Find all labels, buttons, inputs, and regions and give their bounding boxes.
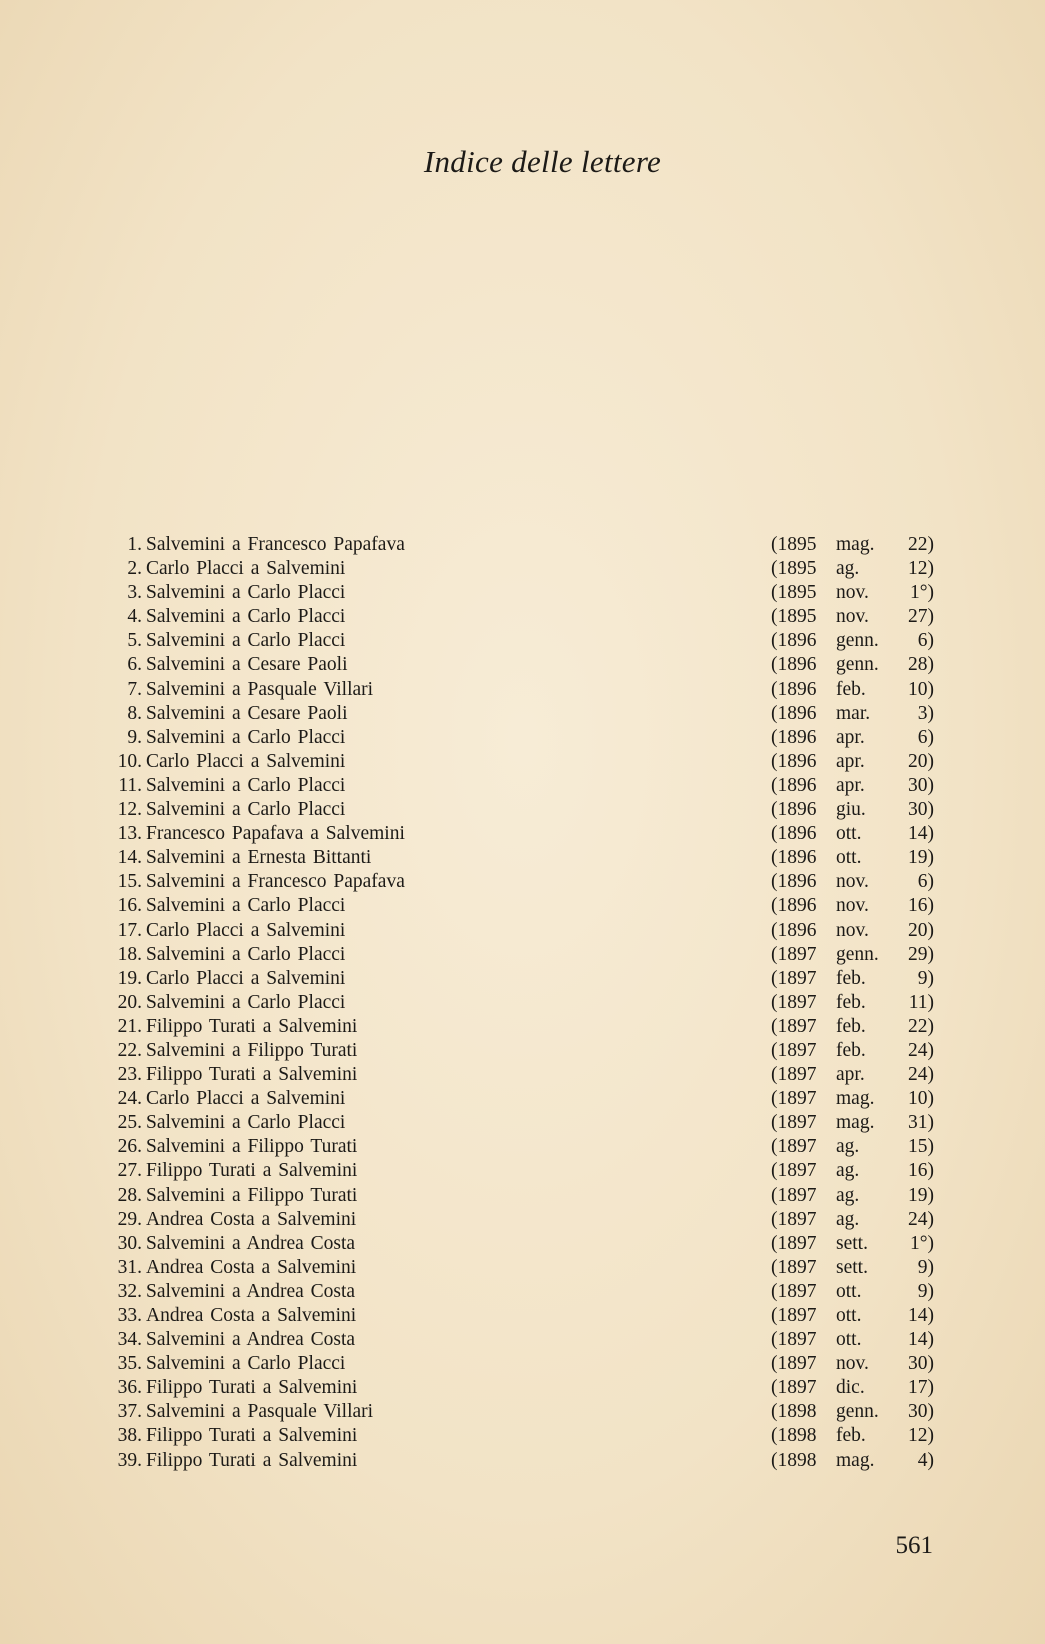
entry-number: 20.: [117, 991, 142, 1013]
entry-day: 12): [908, 558, 934, 580]
entry-day: 30): [908, 774, 934, 796]
entry-year: (1897: [771, 1136, 817, 1158]
entry-year: (1897: [771, 1256, 817, 1278]
entry-day: 15): [908, 1136, 934, 1158]
letter-entry: [0, 1328, 1045, 1352]
entry-correspondents: Salvemini a Carlo Placci: [146, 630, 346, 652]
entry-month: genn.: [836, 943, 879, 965]
entry-year: (1896: [771, 678, 817, 700]
entry-year: (1897: [771, 1184, 817, 1206]
entry-day: 30): [908, 1353, 934, 1375]
entry-number: 26.: [117, 1136, 142, 1158]
entry-correspondents: Salvemini a Pasquale Villari: [146, 1401, 374, 1423]
letter-entry: [0, 581, 1045, 605]
entry-day: 10): [908, 1088, 934, 1110]
entry-month: nov.: [836, 1353, 869, 1375]
letter-entry: [0, 991, 1045, 1015]
entry-month: feb.: [836, 991, 866, 1013]
entry-day: 3): [917, 702, 934, 724]
entry-correspondents: Carlo Placci a Salvemini: [146, 750, 346, 772]
entry-correspondents: Salvemini a Andrea Costa: [146, 1280, 356, 1302]
entry-month: feb.: [836, 1425, 866, 1447]
entry-day: 24): [908, 1064, 934, 1086]
entry-month: apr.: [836, 726, 865, 748]
entry-year: (1897: [771, 943, 817, 965]
entry-month: apr.: [836, 774, 865, 796]
entry-year: (1897: [771, 1208, 817, 1230]
entry-correspondents: Salvemini a Francesco Papafava: [146, 534, 405, 555]
letter-entry: [0, 967, 1045, 991]
entry-year: (1897: [771, 1305, 817, 1326]
entry-number: 19.: [117, 967, 142, 989]
entry-correspondents: Salvemini a Francesco Papafava: [146, 871, 405, 893]
letter-entry: [0, 870, 1045, 894]
entry-year: (1896: [771, 823, 817, 845]
letter-index-list: [0, 533, 1045, 1473]
entry-month: dic.: [836, 1377, 865, 1399]
entry-year: (1898: [771, 1449, 817, 1471]
letter-entry: [0, 1159, 1045, 1183]
entry-year: (1897: [771, 1160, 817, 1182]
entry-number: 6.: [127, 654, 142, 676]
entry-month: nov.: [836, 871, 869, 893]
entry-day: 1°): [909, 582, 934, 604]
entry-number: 24.: [117, 1088, 142, 1110]
entry-correspondents: Salvemini a Carlo Placci: [146, 1112, 346, 1134]
letter-entry: [0, 1352, 1045, 1376]
entry-correspondents: Andrea Costa a Salvemini: [146, 1208, 357, 1230]
entry-number: 3.: [127, 582, 142, 604]
entry-year: (1896: [771, 726, 817, 748]
entry-month: genn.: [836, 654, 879, 676]
entry-number: 38.: [117, 1425, 142, 1447]
page-number: 561: [895, 1532, 933, 1559]
letter-entry: [0, 1304, 1045, 1328]
entry-number: 12.: [117, 799, 142, 821]
entry-year: (1896: [771, 702, 817, 724]
entry-number: 29.: [117, 1208, 142, 1230]
entry-day: 31): [908, 1112, 934, 1134]
entry-correspondents: Carlo Placci a Salvemini: [146, 919, 346, 941]
entry-month: ott.: [836, 847, 862, 869]
entry-year: (1896: [771, 919, 817, 941]
entry-day: 19): [908, 1184, 934, 1206]
entry-year: (1895: [771, 582, 817, 604]
letter-entry: [0, 557, 1045, 581]
entry-day: 28): [908, 654, 934, 676]
entry-year: (1897: [771, 1232, 817, 1254]
entry-day: 9): [917, 967, 934, 989]
entry-number: 39.: [117, 1449, 142, 1471]
letter-entry: [0, 1400, 1045, 1424]
entry-year: (1896: [771, 847, 817, 869]
entry-month: sett.: [836, 1256, 868, 1278]
letter-entry: [0, 1256, 1045, 1280]
entry-number: 34.: [117, 1329, 142, 1351]
entry-number: 4.: [127, 606, 142, 628]
entry-month: ott.: [836, 1305, 862, 1326]
entry-year: (1897: [771, 967, 817, 989]
entry-correspondents: Salvemini a Carlo Placci: [146, 726, 346, 748]
entry-day: 14): [908, 1329, 934, 1351]
entry-year: (1896: [771, 799, 817, 821]
entry-number: 15.: [117, 871, 142, 893]
letter-entry: [0, 1280, 1045, 1304]
entry-number: 9.: [127, 726, 142, 748]
entry-year: (1896: [771, 895, 817, 917]
entry-correspondents: Carlo Placci a Salvemini: [146, 558, 346, 580]
entry-year: (1897: [771, 1039, 817, 1061]
entry-day: 16): [908, 1160, 934, 1182]
letter-entry: [0, 798, 1045, 822]
letter-entry: [0, 1184, 1045, 1208]
entry-number: 21.: [117, 1015, 142, 1037]
entry-year: (1897: [771, 1064, 817, 1086]
entry-correspondents: Andrea Costa a Salvemini: [146, 1256, 357, 1278]
entry-month: apr.: [836, 1064, 865, 1086]
entry-day: 6): [917, 871, 934, 893]
entry-day: 24): [908, 1039, 934, 1061]
entry-number: 33.: [117, 1305, 142, 1326]
letter-entry: [0, 750, 1045, 774]
entry-correspondents: Filippo Turati a Salvemini: [146, 1160, 358, 1182]
entry-number: 14.: [117, 847, 142, 869]
entry-month: feb.: [836, 967, 866, 989]
entry-year: (1897: [771, 991, 817, 1013]
entry-number: 10.: [117, 750, 142, 772]
entry-month: ag.: [836, 1208, 860, 1230]
entry-correspondents: Salvemini a Cesare Paoli: [146, 702, 348, 724]
entry-number: 35.: [117, 1353, 142, 1375]
entry-number: 27.: [117, 1160, 142, 1182]
entry-day: 9): [917, 1280, 934, 1302]
entry-day: 11): [908, 991, 934, 1013]
entry-month: apr.: [836, 750, 865, 772]
entry-correspondents: Carlo Placci a Salvemini: [146, 967, 346, 989]
letter-entry: [0, 1039, 1045, 1063]
entry-month: nov.: [836, 895, 869, 917]
entry-month: ag.: [836, 558, 860, 580]
letter-entry: [0, 822, 1045, 846]
entry-correspondents: Francesco Papafava a Salvemini: [146, 823, 405, 845]
entry-day: 14): [908, 823, 934, 845]
entry-number: 18.: [117, 943, 142, 965]
entry-year: (1897: [771, 1015, 817, 1037]
entry-month: giu.: [836, 799, 866, 821]
entry-correspondents: Salvemini a Carlo Placci: [146, 774, 346, 796]
entry-day: 12): [908, 1425, 934, 1447]
entry-month: mag.: [836, 1088, 875, 1110]
entry-day: 30): [908, 799, 934, 821]
entry-month: ag.: [836, 1184, 860, 1206]
entry-correspondents: Filippo Turati a Salvemini: [146, 1377, 358, 1399]
entry-correspondents: Filippo Turati a Salvemini: [146, 1064, 358, 1086]
entry-day: 4): [917, 1449, 934, 1471]
entry-month: sett.: [836, 1232, 868, 1254]
entry-day: 16): [908, 895, 934, 917]
entry-month: nov.: [836, 606, 869, 628]
entry-month: genn.: [836, 630, 879, 652]
entry-correspondents: Salvemini a Carlo Placci: [146, 991, 346, 1013]
entry-month: ag.: [836, 1160, 860, 1182]
entry-month: mag.: [836, 1449, 875, 1471]
page-title: Indice delle lettere: [423, 144, 662, 179]
entry-correspondents: Salvemini a Carlo Placci: [146, 895, 346, 917]
entry-day: 17): [908, 1377, 934, 1399]
entry-day: 10): [908, 678, 934, 700]
entry-month: nov.: [836, 582, 869, 604]
letter-entry: [0, 678, 1045, 702]
letter-entry: [0, 943, 1045, 967]
entry-number: 16.: [117, 895, 142, 917]
entry-year: (1897: [771, 1112, 817, 1134]
entry-correspondents: Salvemini a Filippo Turati: [146, 1136, 358, 1158]
entry-correspondents: Salvemini a Filippo Turati: [146, 1184, 358, 1206]
entry-day: 29): [908, 943, 934, 965]
entry-number: 8.: [127, 702, 142, 724]
letter-entry: [0, 1087, 1045, 1111]
letter-entry: [0, 605, 1045, 629]
entry-correspondents: Salvemini a Cesare Paoli: [146, 654, 348, 676]
entry-day: 24): [908, 1208, 934, 1230]
entry-month: mag.: [836, 534, 875, 555]
entry-month: feb.: [836, 1039, 866, 1061]
letter-entry: [0, 894, 1045, 918]
entry-correspondents: Salvemini a Carlo Placci: [146, 606, 346, 628]
letter-entry: [0, 1376, 1045, 1400]
entry-correspondents: Salvemini a Carlo Placci: [146, 943, 346, 965]
entry-year: (1896: [771, 630, 817, 652]
letter-entry: [0, 1135, 1045, 1159]
entry-month: nov.: [836, 919, 869, 941]
entry-number: 23.: [117, 1064, 142, 1086]
entry-number: 37.: [117, 1401, 142, 1423]
letter-entry: [0, 846, 1045, 870]
entry-year: (1897: [771, 1377, 817, 1399]
entry-day: 27): [908, 606, 934, 628]
entry-month: mag.: [836, 1112, 875, 1134]
letter-entry: [0, 533, 1045, 557]
entry-day: 20): [908, 750, 934, 772]
entry-month: ott.: [836, 1280, 862, 1302]
entry-year: (1897: [771, 1353, 817, 1375]
letter-entry: [0, 1449, 1045, 1473]
entry-number: 32.: [117, 1280, 142, 1302]
entry-year: (1897: [771, 1088, 817, 1110]
entry-day: 6): [917, 726, 934, 748]
entry-day: 1°): [909, 1232, 934, 1254]
entry-month: ott.: [836, 1329, 862, 1351]
letter-entry: [0, 1208, 1045, 1232]
entry-year: (1895: [771, 534, 817, 555]
entry-day: 14): [908, 1305, 934, 1326]
entry-correspondents: Salvemini a Filippo Turati: [146, 1039, 358, 1061]
entry-day: 6): [917, 630, 934, 652]
entry-correspondents: Andrea Costa a Salvemini: [146, 1305, 357, 1326]
entry-day: 22): [908, 1015, 934, 1037]
letter-entry: [0, 774, 1045, 798]
letter-entry: [0, 726, 1045, 750]
letter-entry: [0, 1424, 1045, 1448]
letter-entry: [0, 702, 1045, 726]
entry-day: 30): [908, 1401, 934, 1423]
entry-number: 36.: [117, 1377, 142, 1399]
entry-correspondents: Salvemini a Ernesta Bittanti: [146, 847, 372, 869]
entry-number: 30.: [117, 1232, 142, 1254]
entry-month: ag.: [836, 1136, 860, 1158]
letter-entry: [0, 1232, 1045, 1256]
entry-correspondents: Salvemini a Carlo Placci: [146, 799, 346, 821]
entry-year: (1898: [771, 1425, 817, 1447]
entry-year: (1896: [771, 871, 817, 893]
entry-correspondents: Salvemini a Andrea Costa: [146, 1329, 356, 1351]
letter-entry: [0, 1111, 1045, 1135]
entry-day: 9): [917, 1256, 934, 1278]
entry-correspondents: Filippo Turati a Salvemini: [146, 1015, 358, 1037]
entry-number: 2.: [127, 558, 142, 580]
entry-year: (1895: [771, 606, 817, 628]
entry-year: (1895: [771, 558, 817, 580]
letter-entry: [0, 653, 1045, 677]
entry-correspondents: Salvemini a Carlo Placci: [146, 1353, 346, 1375]
entry-year: (1896: [771, 654, 817, 676]
entry-correspondents: Filippo Turati a Salvemini: [146, 1449, 358, 1471]
entry-number: 28.: [117, 1184, 142, 1206]
entry-year: (1897: [771, 1329, 817, 1351]
entry-month: mar.: [836, 702, 871, 724]
entry-number: 5.: [127, 630, 142, 652]
entry-year: (1897: [771, 1280, 817, 1302]
entry-month: feb.: [836, 678, 866, 700]
entry-month: ott.: [836, 823, 862, 845]
entry-month: feb.: [836, 1015, 866, 1037]
letter-entry: [0, 1015, 1045, 1039]
entry-year: (1896: [771, 750, 817, 772]
entry-day: 19): [908, 847, 934, 869]
entry-day: 20): [908, 919, 934, 941]
entry-correspondents: Salvemini a Pasquale Villari: [146, 678, 374, 700]
letter-entry: [0, 629, 1045, 653]
entry-number: 11.: [118, 774, 142, 796]
entry-number: 22.: [117, 1039, 142, 1061]
letter-entry: [0, 1063, 1045, 1087]
entry-year: (1898: [771, 1401, 817, 1423]
letter-entry: [0, 919, 1045, 943]
entry-number: 7.: [127, 678, 142, 700]
entry-correspondents: Filippo Turati a Salvemini: [146, 1425, 358, 1447]
entry-day: 22): [908, 534, 934, 555]
entry-number: 17.: [117, 919, 142, 941]
entry-correspondents: Carlo Placci a Salvemini: [146, 1088, 346, 1110]
entry-number: 1.: [127, 534, 142, 555]
entry-correspondents: Salvemini a Andrea Costa: [146, 1232, 356, 1254]
entry-correspondents: Salvemini a Carlo Placci: [146, 582, 346, 604]
entry-number: 31.: [117, 1256, 142, 1278]
entry-number: 25.: [117, 1112, 142, 1134]
entry-year: (1896: [771, 774, 817, 796]
entry-month: genn.: [836, 1401, 879, 1423]
entry-number: 13.: [117, 823, 142, 845]
